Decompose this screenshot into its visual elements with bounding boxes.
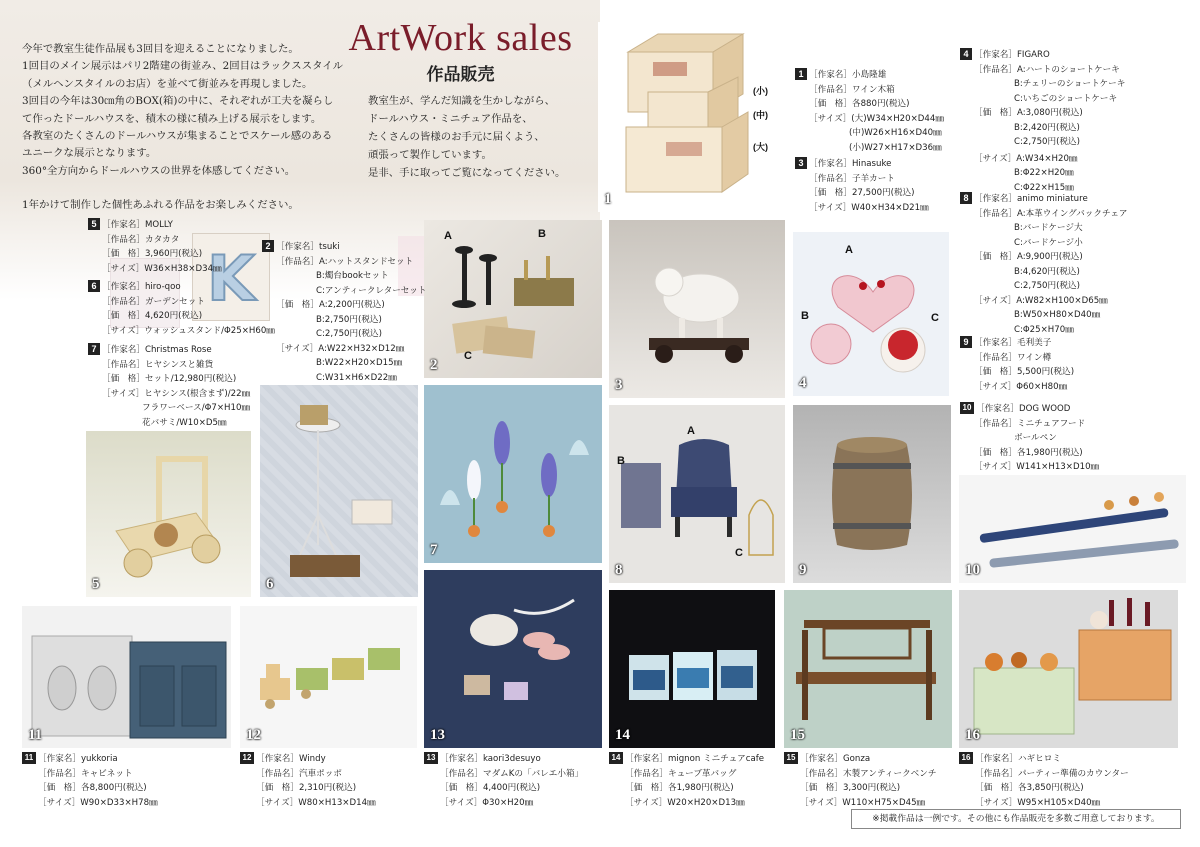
- bench-illustration: [784, 590, 952, 748]
- item-caption-11: [22, 752, 158, 810]
- price: ［価 格］3,960円(税込): [102, 249, 203, 259]
- photo-number: 16: [965, 727, 980, 743]
- item-caption-16: [959, 752, 1129, 810]
- photo-hyacinths: [424, 385, 602, 563]
- item-number: 6: [88, 280, 100, 292]
- size: ［サイズ］Φ30×H20㎜: [440, 797, 534, 808]
- photo-wooden-bench: [784, 590, 952, 748]
- artist-name: ［作家名］Windy: [256, 754, 326, 764]
- photo-cabinet: [22, 606, 231, 748]
- item-number: 10: [960, 402, 974, 414]
- size: ［サイズ］A:W82×H100×D65㎜: [974, 295, 1108, 306]
- item-caption-2: [262, 240, 426, 385]
- work-name: B:燭台bookセット: [316, 271, 389, 281]
- item-number: 16: [959, 752, 973, 764]
- photo-number: 15: [790, 727, 805, 743]
- item-label-b: B: [538, 228, 546, 240]
- item-caption-14: [609, 752, 764, 810]
- intro-line: ユニークな展示となります。: [22, 147, 157, 160]
- hat-stand-illustration: [424, 220, 602, 378]
- size: ［サイズ］ウォッシュスタンド/Φ25×H60㎜: [102, 325, 275, 336]
- size-label-medium: (中): [753, 110, 768, 120]
- size: ［サイズ］W36×H38×D34㎜: [102, 263, 222, 274]
- price: C:2,750円(税込): [1014, 137, 1080, 147]
- item-number: 14: [609, 752, 623, 764]
- work-name: C:アンティークレターセット: [316, 285, 427, 296]
- item-label-a: A: [845, 244, 853, 256]
- photo-number: 9: [799, 562, 807, 578]
- lead-line: 是非、手に取ってご覧になってください。: [368, 167, 566, 179]
- lead-line: たくさんの皆様のお手元に届くよう、: [368, 131, 545, 143]
- item-label-a: A: [687, 425, 695, 437]
- photo-number: 12: [246, 727, 261, 743]
- photo-number: 2: [430, 357, 438, 373]
- price: B:4,620円(税込): [1014, 266, 1080, 277]
- work-name: ［作品名］ワイン樽: [974, 352, 1052, 363]
- bag-illustration: [609, 590, 775, 748]
- work-name: B:バードケージ大: [1014, 223, 1083, 233]
- size: ［サイズ］A:W34×H20㎜: [974, 153, 1078, 164]
- artist-name: ［作家名］DOG WOOD: [976, 404, 1071, 414]
- size: ［サイズ］W40×H34×D21㎜: [809, 202, 929, 213]
- photo-number: 8: [615, 562, 623, 578]
- photo-number: 14: [615, 727, 630, 743]
- wing-chair-illustration: [609, 405, 785, 583]
- intro-line: 1回目のメイン展示はパリ2階建の街並み、2回目はラックススタイル: [22, 60, 344, 73]
- hyacinth-illustration: [424, 385, 602, 563]
- work-name: ［作品名］A:本革ウイングバックチェア: [974, 208, 1128, 219]
- intro-line: 今年で教室生徒作品展も3回目を迎えることになりました。: [22, 43, 299, 55]
- footnote-box: ※掲載作品は一例です。その他にも作品販売を多数ご用意しております。: [851, 809, 1181, 829]
- intro-line: て作ったドールハウスを、積木の様に積み上げる展示をします。: [22, 112, 322, 125]
- price: ［価 格］各1,980円(税込): [625, 783, 734, 793]
- item-caption-3: [795, 157, 929, 215]
- size: ［サイズ］(大)W34×H20×D44㎜: [809, 113, 944, 124]
- item-label-c: C: [735, 547, 743, 559]
- work-name: C:いちごのショートケーキ: [1014, 93, 1118, 104]
- item-number: 13: [424, 752, 438, 764]
- photo-lamb-cart: [609, 220, 785, 398]
- work-name: ［作品名］A:ハートのショートケーキ: [974, 64, 1120, 75]
- item-caption-10: [960, 402, 1099, 475]
- intro-line: （メルヘンスタイルのお店）を並べて街並みを再現しました。: [22, 77, 313, 90]
- work-name: ［作品名］カタカタ: [102, 234, 180, 245]
- work-name: C:バードケージ小: [1014, 237, 1083, 248]
- photo-cube-bags: [609, 590, 775, 748]
- item-number: 5: [88, 218, 100, 230]
- price: C:2,750円(税込): [1014, 281, 1080, 291]
- size: ［サイズ］W95×H105×D40㎜: [975, 797, 1101, 808]
- photo-garden-set: [260, 385, 418, 597]
- price: ［価 格］A:2,200円(税込): [276, 300, 385, 310]
- work-name: ［作品名］子羊カート: [809, 173, 895, 184]
- price: ［価 格］A:3,080円(税込): [974, 108, 1083, 118]
- work-name: ［作品名］ヒヤシンスと雑貨: [102, 359, 214, 370]
- photo-toy-train: [240, 606, 417, 748]
- size: B:W22×H20×D15㎜: [316, 358, 403, 368]
- walker-illustration: [86, 431, 251, 597]
- photo-number: 11: [28, 727, 43, 743]
- artist-name: ［作家名］FIGARO: [974, 50, 1050, 60]
- item-number: 15: [784, 752, 798, 764]
- photo-number: 10: [965, 562, 980, 578]
- artist-name: ［作家名］animo miniature: [974, 194, 1088, 204]
- price: ［価 格］各3,850円(税込): [975, 783, 1084, 793]
- price: ［価 格］4,620円(税込): [102, 311, 203, 321]
- size: B:W50×H80×D40㎜: [1014, 310, 1101, 320]
- artist-name: ［作家名］毛利美子: [974, 338, 1052, 348]
- item-number: 2: [262, 240, 274, 252]
- lead-line: 教室生が、学んだ知識を生かしながら、: [368, 95, 556, 107]
- work-name: ［作品名］ガーデンセット: [102, 296, 205, 307]
- photo-wine-boxes: [598, 22, 788, 212]
- price: ［価 格］各8,800円(税込): [38, 783, 147, 793]
- item-number: 9: [960, 336, 972, 348]
- artist-name: ［作家名］ハギヒロミ: [975, 754, 1061, 764]
- intro-line: 3回目の今年は30㎝角のBOX(箱)の中に、それぞれが工夫を凝らし: [22, 95, 334, 108]
- price: ［価 格］各1,980円(税込): [974, 447, 1083, 458]
- letter-block-k: K: [192, 233, 270, 321]
- barrel-illustration: [793, 405, 951, 583]
- price: ［価 格］2,310円(税込): [256, 783, 357, 793]
- intro-line: 1年かけて制作した個性あふれる作品をお楽しみください。: [22, 199, 299, 212]
- photo-number: 4: [799, 375, 807, 391]
- artist-name: ［作家名］hiro-qoo: [102, 282, 181, 292]
- item-number: 3: [795, 157, 807, 169]
- size: ［サイズ］W20×H20×D13㎜: [625, 797, 745, 808]
- photo-hat-stands: [424, 220, 602, 378]
- intro-text: [22, 41, 344, 215]
- page-title: [338, 18, 583, 85]
- cabinet-illustration: [22, 606, 231, 748]
- item-number: 11: [22, 752, 36, 764]
- ballet-box-illustration: [424, 570, 602, 748]
- artist-name: ［作家名］yukkoria: [38, 754, 118, 764]
- item-number: 7: [88, 343, 100, 355]
- train-illustration: [240, 606, 417, 748]
- size: C:Φ22×H15㎜: [1014, 182, 1074, 193]
- item-caption-6: [88, 280, 275, 338]
- title-english: ArtWork sales: [348, 17, 573, 59]
- work-name: ［作品名］A:ハットスタンドセット: [276, 256, 414, 267]
- item-caption-13: [424, 752, 583, 810]
- size: ［サイズ］A:W22×H32×D12㎜: [276, 343, 405, 354]
- artist-name: ［作家名］tsuki: [276, 242, 340, 252]
- artist-name: ［作家名］Hinasuke: [809, 159, 892, 169]
- item-caption-15: [784, 752, 936, 810]
- size: C:W31×H6×D22㎜: [316, 372, 397, 383]
- work-name: ［作品名］キャビネット: [38, 768, 133, 779]
- size-label-small: (小): [753, 86, 768, 96]
- price: ［価 格］4,400円(税込): [440, 783, 541, 793]
- lamb-cart-illustration: [609, 220, 785, 398]
- item-caption-12: [240, 752, 376, 810]
- photo-wine-barrel: [793, 405, 951, 583]
- artist-name: ［作家名］Christmas Rose: [102, 345, 212, 355]
- intro-line: 各教室のたくさんのドールハウスが集まることでスケール感のある: [22, 130, 333, 143]
- photo-number: 6: [266, 576, 274, 592]
- price: B:2,420円(税込): [1014, 122, 1080, 133]
- size: ［サイズ］W90×D33×H78㎜: [38, 797, 158, 808]
- size: ［サイズ］W110×H75×D45㎜: [800, 797, 926, 808]
- photo-pens: [959, 475, 1186, 583]
- item-label-c: C: [464, 350, 472, 362]
- item-caption-4: [960, 48, 1125, 195]
- photo-number: 3: [615, 377, 623, 393]
- artist-name: ［作家名］MOLLY: [102, 220, 173, 230]
- photo-number: 1: [604, 191, 612, 207]
- price: C:2,750円(税込): [316, 329, 382, 339]
- photo-cakes: [793, 232, 949, 396]
- item-number: 12: [240, 752, 254, 764]
- size-label-large: (大): [753, 142, 768, 152]
- size: ［サイズ］W141×H13×D10㎜: [974, 462, 1100, 472]
- size: 花バサミ/W10×D5㎜: [142, 417, 227, 428]
- work-name: ［作品名］パーティー準備のカウンター: [975, 768, 1129, 779]
- photo-party-counter: [959, 590, 1178, 748]
- garden-set-illustration: [260, 385, 418, 597]
- work-name: B:チェリーのショートケーキ: [1014, 79, 1126, 89]
- photo-number: 13: [430, 727, 445, 743]
- photo-number: 5: [92, 576, 100, 592]
- artist-name: ［作家名］Gonza: [800, 754, 871, 764]
- work-name: ［作品名］キューブ革バッグ: [625, 768, 737, 779]
- item-caption-1: [795, 68, 944, 155]
- item-caption-7: [88, 343, 250, 430]
- size: (中)W26×H16×D40㎜: [849, 128, 942, 138]
- counter-illustration: [959, 590, 1178, 748]
- artist-name: ［作家名］小島隆雄: [809, 70, 887, 80]
- price: ［価 格］3,300円(税込): [800, 783, 901, 793]
- photo-wing-chair: [609, 405, 785, 583]
- lead-line: ドールハウス・ミニチュア作品を、: [368, 113, 533, 125]
- item-number: 4: [960, 48, 972, 60]
- work-name: ［作品名］木製アンティークベンチ: [800, 768, 937, 779]
- item-caption-5: [88, 218, 222, 276]
- item-number: 1: [795, 68, 807, 80]
- lead-line: 頑張って製作しています。: [368, 149, 492, 161]
- price: ［価 格］各880円(税込): [809, 99, 910, 109]
- title-japanese: 作品販売: [426, 65, 495, 85]
- item-label-b: B: [801, 310, 809, 322]
- lead-text: [368, 92, 588, 182]
- size: C:Φ25×H70㎜: [1014, 324, 1074, 335]
- photo-ballet-box: [424, 570, 602, 748]
- photo-number: 7: [430, 542, 438, 558]
- item-caption-8: [960, 192, 1128, 337]
- item-caption-9: [960, 336, 1074, 394]
- intro-line: 360°全方向からドールハウスの世界を体感してください。: [22, 164, 296, 177]
- price: ［価 格］5,500円(税込): [974, 367, 1075, 377]
- price: ［価 格］A:9,900円(税込): [974, 252, 1083, 262]
- size: ［サイズ］W80×H13×D14㎜: [256, 797, 376, 808]
- work-name: ボールペン: [1014, 433, 1057, 443]
- item-label-a: A: [444, 230, 452, 242]
- item-label-b: B: [617, 455, 625, 467]
- size: ［サイズ］Φ60×H80㎜: [974, 381, 1068, 392]
- work-name: ［作品名］マダムKの「バレエ小箱」: [440, 768, 584, 779]
- size: (小)W27×H17×D36㎜: [849, 142, 942, 153]
- price: B:2,750円(税込): [316, 314, 382, 325]
- size: フラワーベース/Φ7×H10㎜: [142, 403, 251, 413]
- size: B:Φ22×H20㎜: [1014, 168, 1074, 178]
- price: ［価 格］セット/12,980円(税込): [102, 374, 237, 384]
- pen-illustration: [959, 475, 1186, 583]
- item-label-c: C: [931, 312, 939, 324]
- cakes-illustration: [793, 232, 949, 396]
- item-number: 8: [960, 192, 972, 204]
- artist-name: ［作家名］kaori3desuyo: [440, 754, 541, 764]
- work-name: ［作品名］ワイン木箱: [809, 84, 895, 95]
- artist-name: ［作家名］mignon ミニチュアcafe: [625, 754, 765, 764]
- price: ［価 格］27,500円(税込): [809, 188, 915, 198]
- photo-baby-walker: [86, 431, 251, 597]
- work-name: ［作品名］汽車ポッポ: [256, 768, 342, 779]
- work-name: ［作品名］ミニチュアフード: [974, 418, 1086, 429]
- size: ［サイズ］ヒヤシンス(根含まず)/22㎜: [102, 388, 251, 399]
